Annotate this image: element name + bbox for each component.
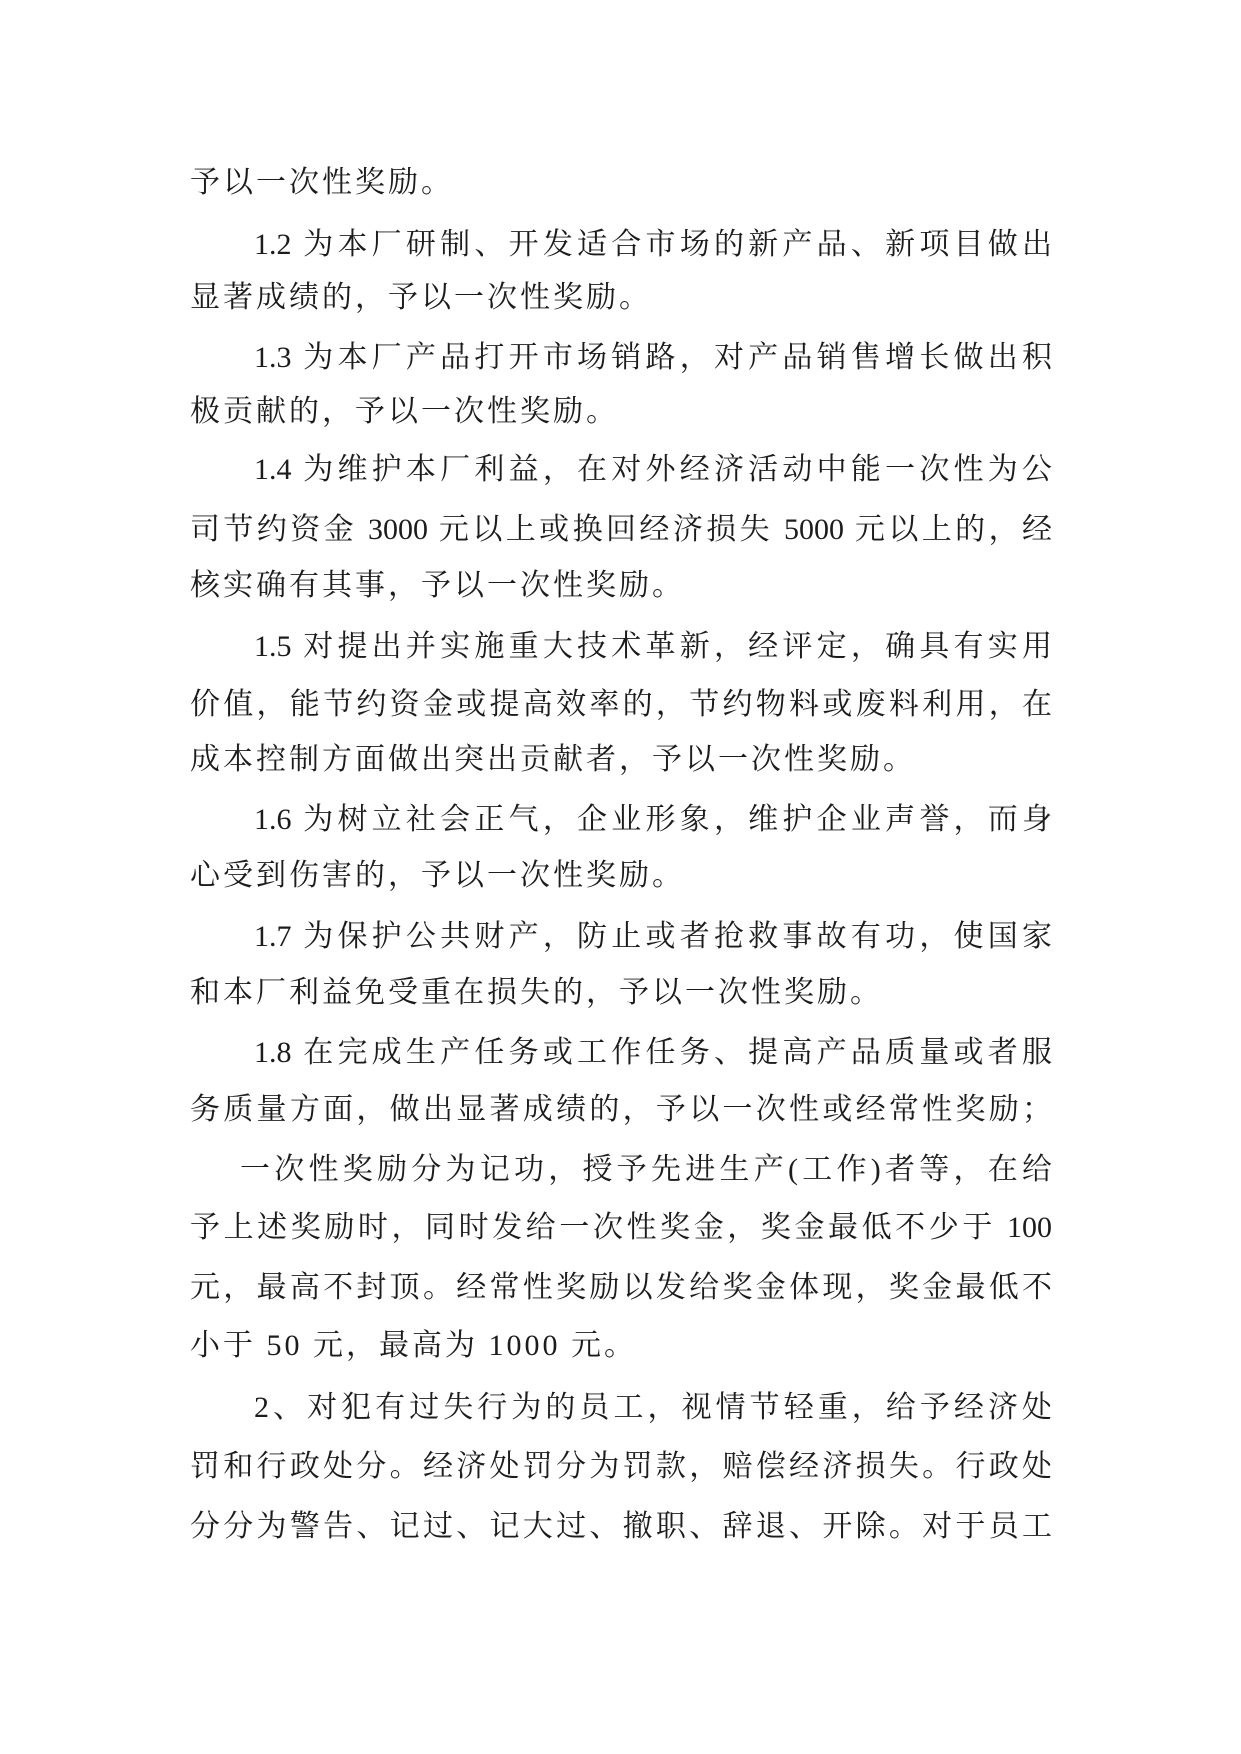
text-line: 核实确有其事，予以一次性奖励。 [190,569,685,602]
text-line: 务质量方面，做出显著成绩的，予以一次性或经常性奖励； [190,1093,1052,1126]
text-line: 成本控制方面做出突出贡献者，予以一次性奖励。 [190,743,916,776]
text-line: 司节约资金 3000 元以上或换回经济损失 5000 元以上的，经 [190,513,1052,546]
text-line: 显著成绩的，予以一次性奖励。 [190,281,652,314]
text-line: 1.5 对提出并实施重大技术革新，经评定，确具有实用 [254,630,1052,663]
text-line: 罚和行政处分。经济处罚分为罚款，赔偿经济损失。行政处 [190,1450,1052,1483]
text-line: 1.7 为保护公共财产，防止或者抢救事故有功，使国家 [254,920,1052,953]
text-line: 小于 50 元，最高为 1000 元。 [190,1329,637,1362]
text-line: 分分为警告、记过、记大过、撤职、辞退、开除。对于员工 [190,1510,1052,1543]
text-line: 一次性奖励分为记功，授予先进生产(工作)者等，在给 [240,1153,1052,1186]
text-line: 价值，能节约资金或提高效率的，节约物料或废料利用，在 [190,688,1052,721]
text-line: 1.2 为本厂研制、开发适合市场的新产品、新项目做出 [254,228,1052,261]
text-line: 1.4 为维护本厂利益，在对外经济活动中能一次性为公 [254,453,1052,486]
text-line: 元，最高不封顶。经常性奖励以发给奖金体现，奖金最低不 [190,1271,1052,1304]
text-line: 1.6 为树立社会正气，企业形象，维护企业声誉，而身 [254,803,1052,836]
text-line: 心受到伤害的，予以一次性奖励。 [190,859,685,892]
text-line: 2、对犯有过失行为的员工，视情节轻重，给予经济处 [254,1391,1052,1424]
text-line: 极贡献的，予以一次性奖励。 [190,395,619,428]
text-line: 和本厂利益免受重在损失的，予以一次性奖励。 [190,976,883,1009]
text-line: 予上述奖励时，同时发给一次性奖金，奖金最低不少于 100 [190,1211,1052,1244]
text-line: 1.3 为本厂产品打开市场销路，对产品销售增长做出积 [254,341,1052,374]
text-line: 予以一次性奖励。 [190,166,454,199]
text-line: 1.8 在完成生产任务或工作任务、提高产品质量或者服 [254,1036,1052,1069]
